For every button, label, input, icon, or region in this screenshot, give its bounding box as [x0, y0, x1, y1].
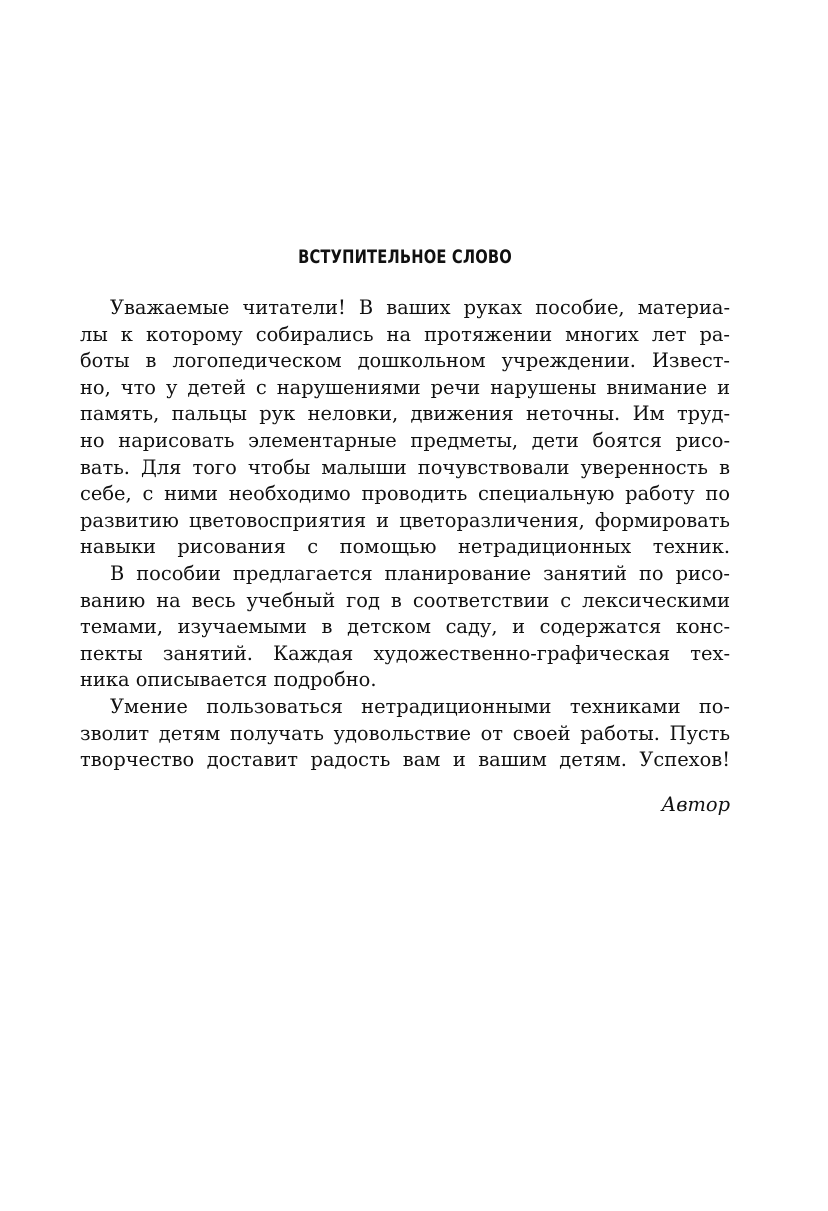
text-line: себе, с ними необходимо проводить специальную работу по	[80, 482, 730, 506]
text-line: боты в логопедическом дошкольном учреждении. Извест-	[80, 349, 730, 373]
text-line: пекты занятий. Каждая художественно-графическая тех-	[80, 641, 730, 665]
text-line: навыки рисования с помощью нетрадиционных техник.	[80, 535, 730, 559]
text-line: Умение пользоваться нетрадиционными техниками по-	[110, 694, 730, 718]
body-text	[80, 295, 730, 774]
text-line: развитию цветовосприятия и цветоразличения, формировать	[80, 508, 730, 532]
text-line: вать. Для того чтобы малыши почувствовали уверенность в	[80, 455, 730, 479]
text-line: но, что у детей с нарушениями речи нарушены внимание и	[80, 375, 730, 399]
text-line: но нарисовать элементарные предметы, дети боятся рисо-	[80, 428, 730, 452]
text-line: память, пальцы рук неловки, движения неточны. Им труд-	[80, 402, 730, 426]
text-line: Уважаемые читатели! В ваших руках пособие, материа-	[110, 296, 730, 319]
text-line: лы к которому собирались на протяжении многих лет ра-	[80, 322, 730, 346]
text-line: темами, изучаемыми в детском саду, и содержатся конс-	[80, 615, 730, 639]
text-line: зволит детям получать удовольствие от своей работы. Пусть	[80, 721, 730, 745]
text-line: ника описывается подробно.	[80, 668, 377, 692]
text-line: ванию на весь учебный год в соответствии с лексическими	[80, 588, 730, 612]
author-signature: Автор	[661, 793, 730, 816]
chapter-heading: ВСТУПИТЕЛЬНОЕ СЛОВО	[298, 246, 512, 268]
text-line: В пособии предлагается планирование занятий по рисо-	[110, 561, 730, 585]
text-line: творчество доставит радость вам и вашим детям. Успехов!	[80, 748, 730, 772]
book-page	[80, 0, 730, 1211]
